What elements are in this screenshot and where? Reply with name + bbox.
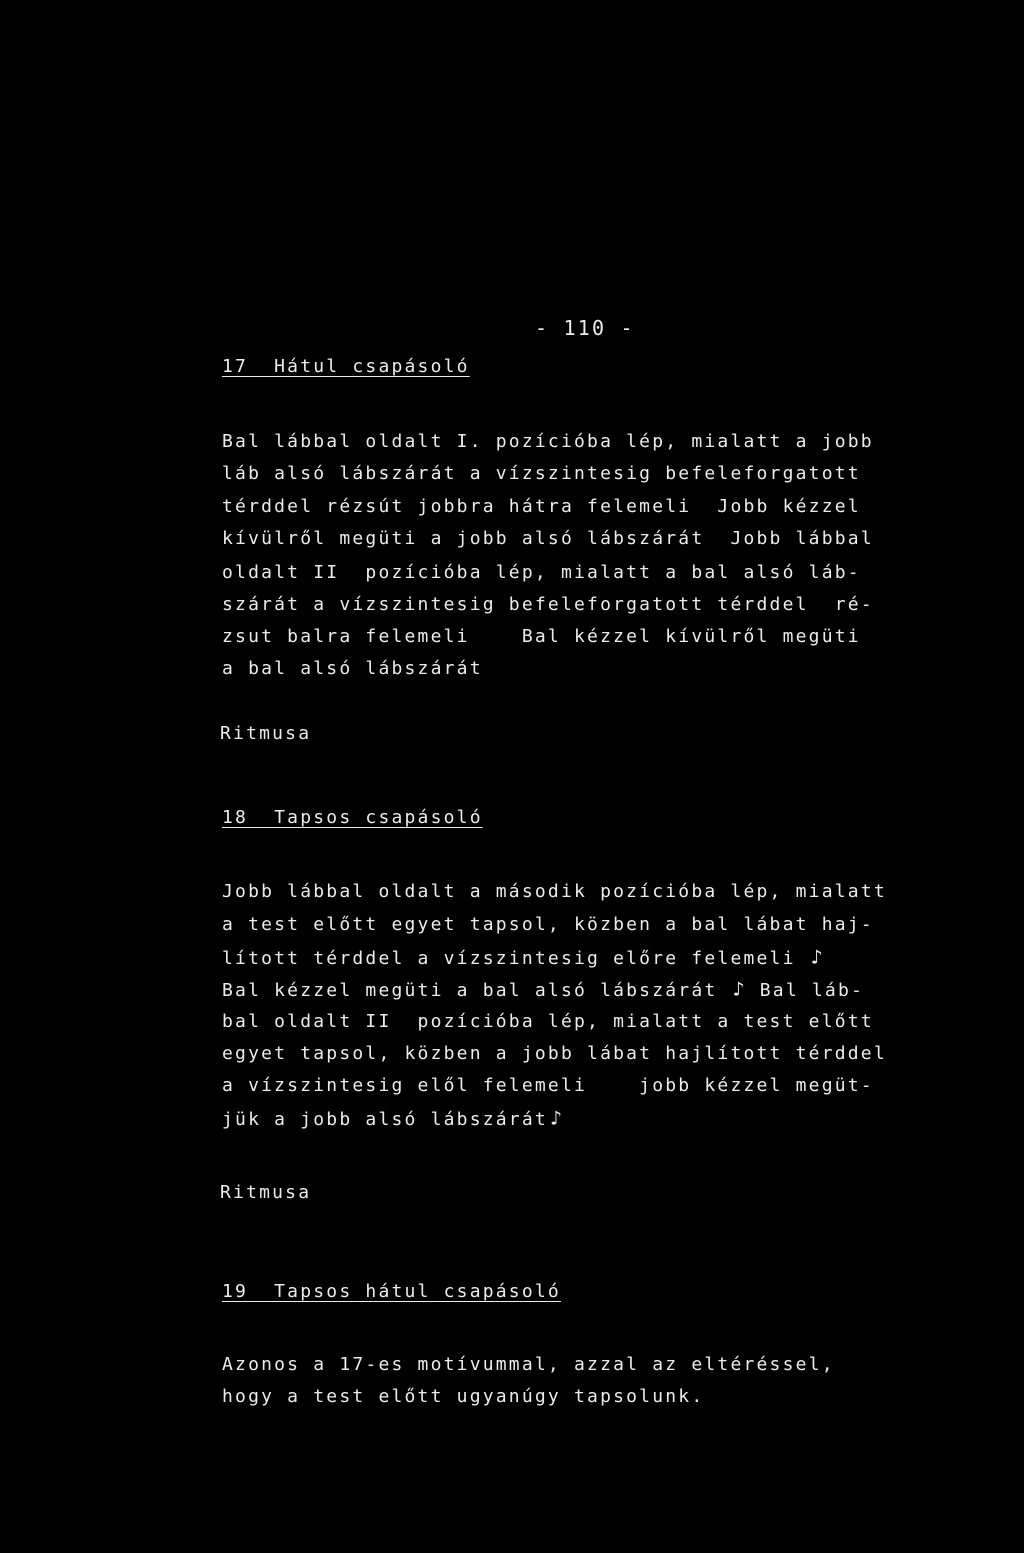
- eighth-note-icon: ♪: [732, 977, 747, 1001]
- section-18-line: Jobb lábbal oldalt a második pozícióba lép, mialatt: [222, 881, 887, 902]
- section-17-line: a bal alsó lábszárát: [222, 658, 483, 679]
- page-number: - 110 -: [535, 316, 635, 340]
- section-17-heading: 17 Hátul csapásoló: [222, 356, 470, 377]
- section-17-line: kívülről megüti a jobb alsó lábszárát Jobb lábbal: [222, 528, 874, 549]
- section-18-line: egyet tapsol, közben a jobb lábat hajlított térddel: [222, 1043, 887, 1064]
- section-18-line-with-note: [222, 979, 864, 1001]
- section-18-line-with-note: [222, 947, 825, 969]
- section-18-line-with-note: [222, 1108, 564, 1130]
- section-19-line: hogy a test előtt ugyanúgy tapsolunk.: [222, 1386, 705, 1407]
- eighth-note-icon: ♪: [549, 1106, 565, 1130]
- section-17-line: térddel rézsút jobbra hátra felemeli Jobb kézzel: [222, 496, 861, 517]
- section-17-line: oldalt II pozícióba lép, mialatt a bal alsó láb-: [222, 562, 861, 583]
- section-19-line: Azonos a 17-es motívummal, azzal az eltéréssel,: [222, 1354, 835, 1375]
- section-17-line: szárát a vízszintesig befeleforgatott térddel ré-: [222, 594, 874, 615]
- section-17-rhythm-label: Ritmusa: [220, 723, 312, 744]
- section-18-rhythm-label: Ritmusa: [220, 1182, 312, 1203]
- section-18-line: jük a jobb alsó lábszárát: [222, 1109, 548, 1130]
- section-18-line: a vízszintesig elől felemeli jobb kézzel megüt-: [222, 1075, 874, 1096]
- section-18-line-tail: Bal láb-: [759, 980, 865, 1001]
- section-17-line: láb alsó lábszárát a vízszintesig befeleforgatott: [222, 463, 861, 484]
- section-17-line: Bal lábbal oldalt I. pozícióba lép, mialatt a jobb: [222, 431, 874, 452]
- eighth-note-icon: ♪: [810, 945, 825, 969]
- section-18-line: bal oldalt II pozícióba lép, mialatt a test előtt: [222, 1011, 874, 1032]
- section-18-heading: 18 Tapsos csapásoló: [222, 807, 483, 828]
- section-18-line: Bal kézzel megüti a bal alsó lábszárát: [222, 980, 718, 1001]
- section-18-line: a test előtt egyet tapsol, közben a bal lábat haj-: [222, 914, 874, 935]
- section-19-heading: 19 Tapsos hátul csapásoló: [222, 1281, 561, 1302]
- section-18-line: lított térddel a vízszintesig előre felemeli: [222, 948, 796, 969]
- section-17-line: zsut balra felemeli Bal kézzel kívülről megüti: [222, 626, 861, 647]
